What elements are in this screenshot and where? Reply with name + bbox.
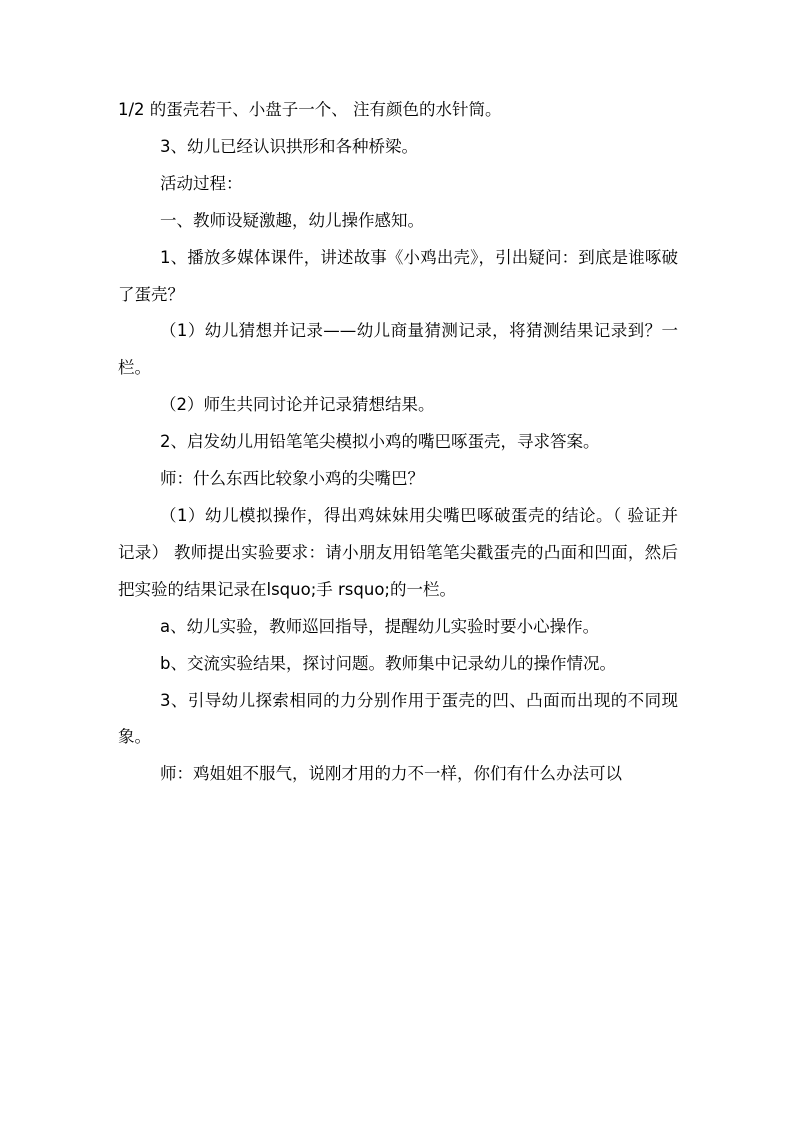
paragraph: 3、幼儿已经认识拱形和各种桥梁。 bbox=[160, 136, 418, 156]
paragraph: 3、引导幼儿探索相同的力分别作用于蛋壳的凹、凸面而出现的不同现象。 bbox=[118, 690, 678, 747]
paragraph: （2）师生共同讨论并记录猜想结果。 bbox=[160, 395, 435, 415]
paragraph: 师：鸡姐姐不服气，说刚才用的力不一样，你们有什么办法可以 bbox=[160, 764, 622, 784]
paragraph: 1/2 的蛋壳若干、小盘子一个、 注有颜色的水针筒。 bbox=[118, 100, 502, 119]
paragraph: 师：什么东西比较象小鸡的尖嘴巴？ bbox=[160, 469, 424, 489]
paragraph: b、交流实验结果，探讨问题。教师集中记录幼儿的操作情况。 bbox=[160, 653, 616, 673]
paragraph: 活动过程： bbox=[160, 173, 243, 193]
document-body bbox=[118, 92, 678, 793]
paragraph: 2、启发幼儿用铅笔笔尖模拟小鸡的嘴巴啄蛋壳，寻求答案。 bbox=[160, 432, 600, 452]
paragraph: a、幼儿实验，教师巡回指导，提醒幼儿实验时要小心操作。 bbox=[160, 616, 600, 636]
paragraph: （1）幼儿模拟操作，得出鸡妹妹用尖嘴巴啄破蛋壳的结论。（ 验证并记录） 教师提出实验要求：请小朋友用铅笔笔尖戳蛋壳的凸面和凹面，然后把实验的结果记录在lsquo;手 rsquo;的一栏。 bbox=[118, 505, 678, 599]
paragraph: 1、播放多媒体课件，讲述故事《小鸡出壳》，引出疑问：到底是谁啄破了蛋壳？ bbox=[118, 247, 678, 304]
paragraph: 一、教师设疑激趣，幼儿操作感知。 bbox=[160, 210, 424, 230]
paragraph: （1）幼儿猜想并记录——幼儿商量猜测记录，将猜测结果记录到？一栏。 bbox=[118, 321, 678, 378]
